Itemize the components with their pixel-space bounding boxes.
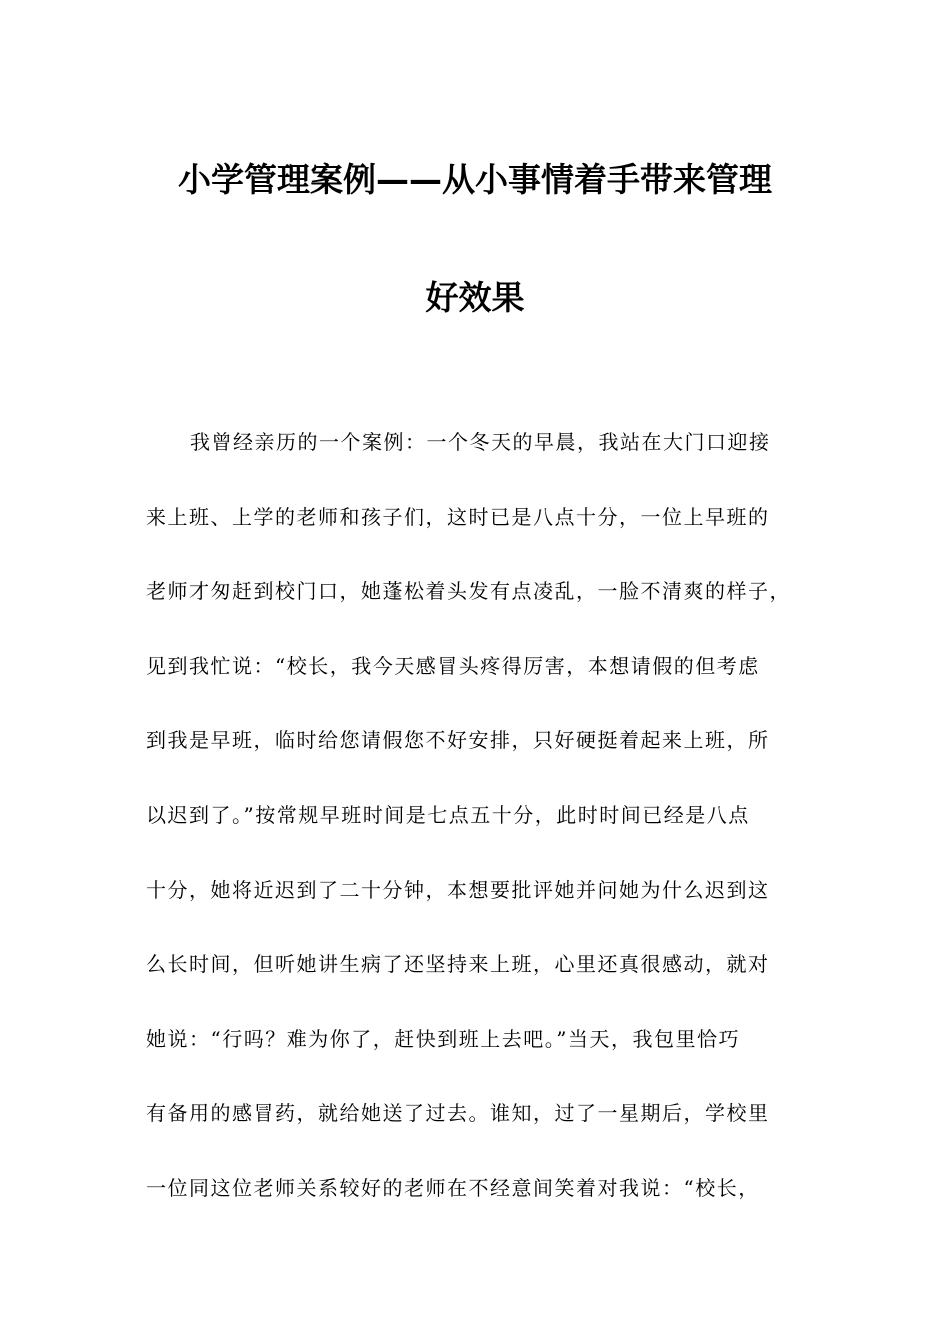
body-line-9: 她说：“行吗？难为你了，赶快到班上去吧。”当天，我包里恰巧	[146, 1026, 740, 1051]
title-line-1: 小学管理案例——从小事情着手带来管理	[178, 160, 772, 199]
body-line-1: 我曾经亲历的一个案例：一个冬天的早晨，我站在大门口迎接	[190, 430, 771, 454]
body-line-10: 有备用的感冒药，就给她送了过去。谁知，过了一星期后，学校里	[146, 1101, 770, 1126]
title-line-2: 好效果	[425, 278, 525, 317]
body-line-3: 老师才匆赶到校门口，她蓬松着头发有点凌乱，一脸不清爽的样子，	[146, 579, 791, 604]
body-line-6: 以迟到了。”按常规早班时间是七点五十分，此时时间已经是八点	[146, 802, 750, 827]
body-line-2: 来上班、上学的老师和孩子们，这时已是八点十分，一位上早班的	[146, 504, 770, 529]
document-body	[146, 420, 816, 1241]
document-title	[120, 148, 830, 330]
body-line-5: 到我是早班，临时给您请假您不好安排，只好硬挺着起来上班，所	[146, 728, 770, 753]
body-line-11: 一位同这位老师关系较好的老师在不经意间笑着对我说：“校长，	[146, 1175, 760, 1200]
body-line-4: 见到我忙说：“校长，我今天感冒头疼得厉害，本想请假的但考虑	[146, 653, 760, 678]
body-line-7: 十分，她将近迟到了二十分钟，本想要批评她并问她为什么迟到这	[146, 877, 770, 902]
body-line-8: 么长时间，但听她讲生病了还坚持来上班，心里还真很感动，就对	[146, 952, 770, 977]
